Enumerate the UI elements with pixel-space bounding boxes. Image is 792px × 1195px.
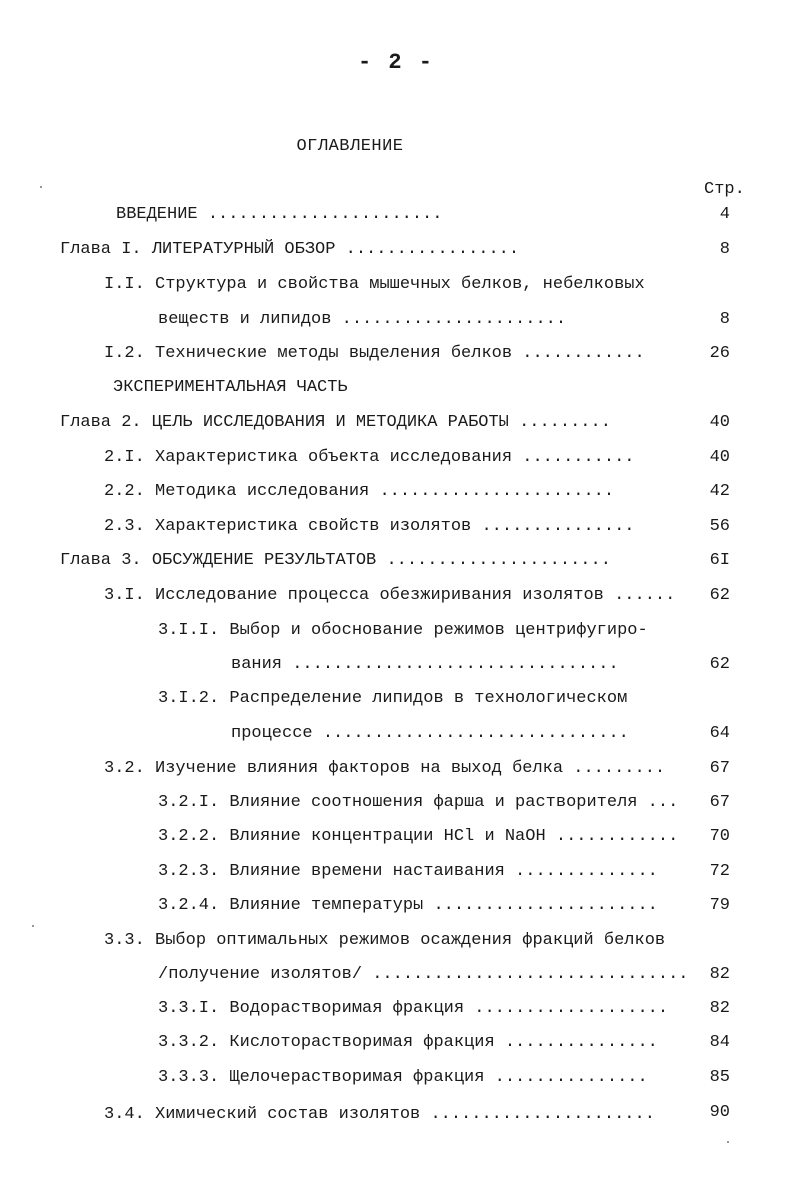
toc-entry: Глава I. ЛИТЕРАТУРНЫЙ ОБЗОР ................. — [60, 240, 520, 259]
toc-entry: 3.2.3. Влияние времени настаивания .............. — [158, 862, 658, 881]
toc-entry: 3.3.2. Кислоторастворимая фракция ............... — [158, 1033, 658, 1052]
toc-entry: вания ................................ — [231, 655, 619, 674]
toc-page-number: 70 — [709, 827, 730, 846]
toc-entry: 3.I. Исследование процесса обезжиривания изолятов ...... — [104, 586, 676, 605]
toc-page-number: 85 — [709, 1068, 730, 1087]
toc-page-number: 56 — [709, 517, 730, 536]
toc-entry: Глава 3. ОБСУЖДЕНИЕ РЕЗУЛЬТАТОВ ...................... — [60, 551, 611, 570]
page-title: ОГЛАВЛЕНИЕ — [296, 137, 404, 156]
page-number: - 2 - — [357, 50, 434, 75]
toc-page-number: 6I — [709, 551, 730, 570]
toc-page-number: 72 — [709, 862, 730, 881]
toc-entry: I.2. Технические методы выделения белков ............ — [104, 344, 645, 363]
toc-page-number: 62 — [709, 586, 730, 605]
toc-entry: 2.2. Методика исследования ....................... — [104, 482, 615, 501]
scan-speck — [32, 925, 34, 927]
toc-entry: 3.2.I. Влияние соотношения фарша и растворителя ... — [158, 793, 679, 812]
toc-page-number: 67 — [709, 793, 730, 812]
toc-page-number: 8 — [719, 310, 730, 329]
toc-page-number: 67 — [709, 759, 730, 778]
scan-speck — [727, 1141, 729, 1143]
toc-entry: 3.4. Химический состав изолятов ...................... — [104, 1105, 655, 1124]
toc-entry: 3.3.I. Водорастворимая фракция ................... — [158, 999, 669, 1018]
toc-page-number: 82 — [709, 965, 730, 984]
toc-page-number: 82 — [709, 999, 730, 1018]
toc-page-number: 79 — [709, 896, 730, 915]
toc-entry: 3.3. Выбор оптимальных режимов осаждения фракций белков — [104, 931, 666, 950]
toc-section-heading: ЭКСПЕРИМЕНТАЛЬНАЯ ЧАСТЬ — [113, 378, 348, 397]
toc-entry: ВВЕДЕНИЕ ....................... — [116, 205, 443, 224]
scan-speck — [40, 186, 42, 188]
toc-entry: 2.3. Характеристика свойств изолятов ............... — [104, 517, 635, 536]
toc-entry: 3.2.4. Влияние температуры ...................... — [158, 896, 658, 915]
toc-page-number: 90 — [709, 1103, 730, 1122]
toc-page-number: 8 — [719, 240, 730, 259]
toc-page-number: 62 — [709, 655, 730, 674]
toc-entry: 2.I. Характеристика объекта исследования ........... — [104, 448, 635, 467]
toc-entry: 3.2.2. Влияние концентрации HCl и NaOH ............ — [158, 827, 679, 846]
toc-page-number: 4 — [719, 205, 730, 224]
toc-entry: 3.I.I. Выбор и обоснование режимов центрифугиро- — [158, 621, 648, 640]
toc-page-number: 42 — [709, 482, 730, 501]
pages-column-label: Стр. — [704, 180, 745, 199]
toc-page-number: 84 — [709, 1033, 730, 1052]
toc-page-number: 40 — [709, 448, 730, 467]
toc-entry: Глава 2. ЦЕЛЬ ИССЛЕДОВАНИЯ И МЕТОДИКА РАБОТЫ ......... — [60, 413, 611, 432]
toc-page-number: 40 — [709, 413, 730, 432]
toc-page-number: 64 — [709, 724, 730, 743]
toc-entry: веществ и липидов ...................... — [158, 310, 567, 329]
toc-page-number: 26 — [709, 344, 730, 363]
toc-entry: /получение изолятов/ ............................... — [158, 965, 689, 984]
toc-entry: I.I. Структура и свойства мышечных белков, небелковых — [104, 275, 645, 294]
toc-entry: 3.I.2. Распределение липидов в технологическом — [158, 689, 628, 708]
toc-entry: процессе .............................. — [231, 724, 629, 743]
toc-entry: 3.2. Изучение влияния факторов на выход белка ......... — [104, 759, 666, 778]
toc-entry: 3.3.3. Щелочерастворимая фракция ............... — [158, 1068, 648, 1087]
